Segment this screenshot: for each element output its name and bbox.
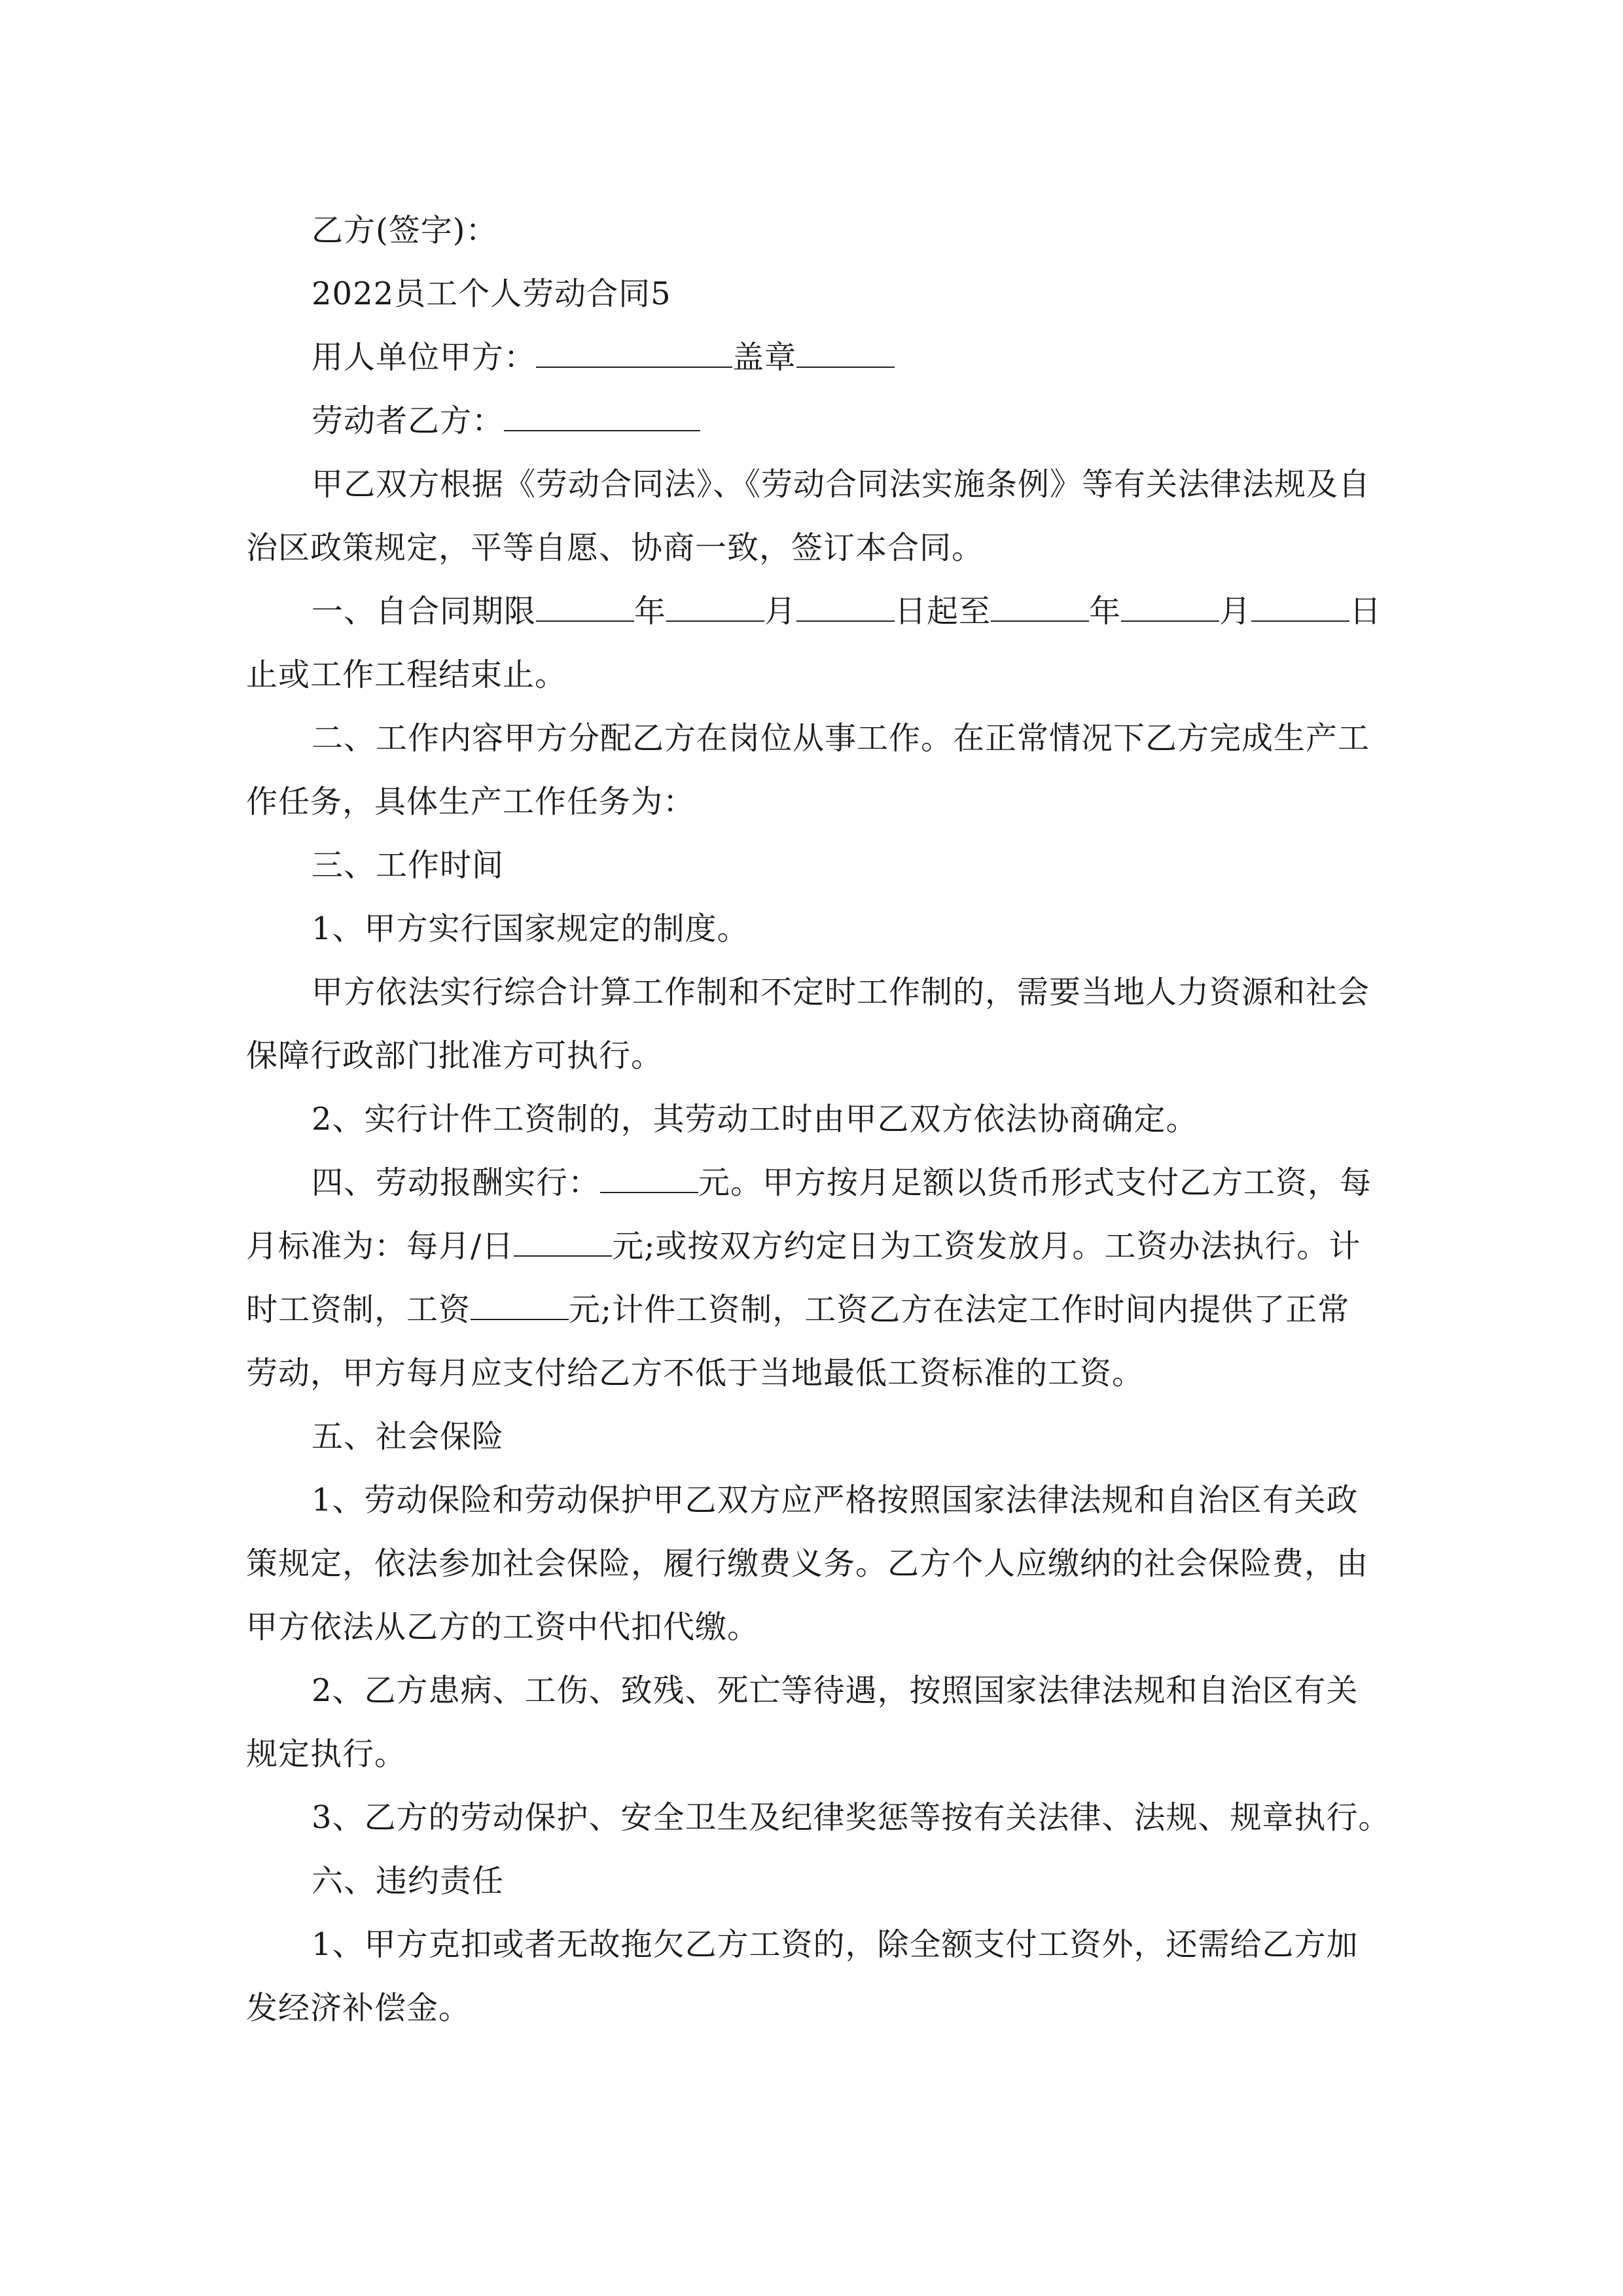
seal-label: 盖章: [732, 339, 797, 376]
insurance-3-line: [312, 1797, 1391, 1839]
intro-text-1: 甲乙双方根据《劳动合同法》、《劳动合同法实施条例》等有关法律法规及自: [312, 466, 1371, 503]
work-time-note-line-2: [246, 1035, 663, 1077]
insurance-1-text-3: 甲方依法从乙方的工资中代扣代缴。: [246, 1609, 760, 1645]
document-title: [312, 273, 671, 315]
work-time-text-1: 1、甲方实行国家规定的制度。: [312, 910, 749, 947]
work-content-line-1: [312, 717, 1370, 759]
work-time-note-line-1: [312, 971, 1370, 1013]
section-heading-work-time: [312, 844, 504, 886]
liability-1-text-1: 1、甲方克扣或者无故拖欠乙方工资的，除全额支付工资外，还需给乙方加: [312, 1926, 1359, 1963]
pay-line-2: [246, 1225, 1361, 1267]
liability-1-line-1: [312, 1924, 1359, 1965]
work-time-note-text-1: 甲方依法实行综合计算工作制和不定时工作制的，需要当地人力资源和社会: [312, 974, 1370, 1011]
term-month-2: 月: [1219, 593, 1252, 630]
pay-prefix-2: 月标准为：每月/日: [246, 1228, 514, 1265]
insurance-2-line-2: [246, 1733, 406, 1775]
term-prefix: 一、自合同期限: [312, 593, 537, 630]
liability-1-line-2: [246, 1987, 471, 2029]
end-year-blank: [991, 592, 1089, 622]
start-day-blank: [796, 592, 895, 622]
work-content-line-2: [246, 781, 695, 823]
pay-hourly-blank: [471, 1290, 569, 1320]
pay-line-3: [246, 1289, 1349, 1331]
work-time-note-text-2: 保障行政部门批准方可执行。: [246, 1037, 664, 1074]
pay-prefix-1: 四、劳动报酬实行：: [312, 1164, 601, 1201]
pay-amount-blank: [600, 1163, 698, 1193]
section-heading-insurance: [312, 1416, 504, 1458]
work-time-item-2: [312, 1098, 1198, 1140]
seal-blank: [796, 338, 895, 368]
title-text: 2022员工个人劳动合同5: [312, 276, 671, 312]
start-year-blank: [536, 592, 634, 622]
term-line-1: [312, 590, 1382, 632]
start-month-blank: [666, 592, 764, 622]
end-day-blank: [1251, 592, 1349, 622]
worker-label: 劳动者乙方：: [312, 403, 505, 439]
insurance-2-text-1: 2、乙方患病、工伤、致残、死亡等待遇，按照国家法律法规和自治区有关: [312, 1672, 1359, 1709]
signature-label: 乙方(签字)：: [312, 212, 498, 249]
employer-line: [312, 336, 895, 378]
insurance-2-text-2: 规定执行。: [246, 1736, 407, 1772]
term-start: 日起至: [895, 593, 991, 630]
liability-heading: 六、违约责任: [312, 1863, 505, 1899]
insurance-3-text: 3、乙方的劳动保护、安全卫生及纪律奖惩等按有关法律、法规、规章执行。: [312, 1799, 1391, 1836]
pay-prefix-3: 时工资制，工资: [246, 1291, 471, 1328]
insurance-heading: 五、社会保险: [312, 1418, 505, 1455]
employer-label: 用人单位甲方：: [312, 339, 537, 376]
term-line-2: [246, 654, 567, 696]
pay-suffix-1: 元。甲方按月足额以货币形式支付乙方工资，每: [698, 1164, 1372, 1201]
intro-line-1: [312, 463, 1370, 505]
term-day: 日: [1349, 593, 1382, 630]
term-month-1: 月: [764, 593, 797, 630]
work-time-item-1: [312, 908, 749, 950]
insurance-1-text-1: 1、劳动保险和劳动保护甲乙双方应严格按照国家法律法规和自治区有关政: [312, 1482, 1359, 1518]
term-year-2: 年: [1089, 593, 1122, 630]
term-year-1: 年: [634, 593, 667, 630]
work-time-text-2: 2、实行计件工资制的，其劳动工时由甲乙双方依法协商确定。: [312, 1101, 1198, 1138]
insurance-1-line-3: [246, 1606, 759, 1648]
pay-text-4: 劳动，甲方每月应支付给乙方不低于当地最低工资标准的工资。: [246, 1355, 1145, 1391]
intro-text-2: 治区政策规定，平等自愿、协商一致，签订本合同。: [246, 529, 984, 566]
worker-blank: [504, 401, 700, 431]
liability-1-text-2: 发经济补偿金。: [246, 1990, 471, 2026]
insurance-1-text-2: 策规定，依法参加社会保险，履行缴费义务。乙方个人应缴纳的社会保险费，由: [246, 1545, 1369, 1582]
employer-blank: [536, 338, 732, 368]
pay-line-4: [246, 1352, 1144, 1394]
term-end-text: 止或工作工程结束止。: [246, 656, 567, 693]
work-content-text-2: 作任务，具体生产工作任务为：: [246, 783, 696, 820]
work-content-text-1: 二、工作内容甲方分配乙方在岗位从事工作。在正常情况下乙方完成生产工: [312, 720, 1370, 757]
work-time-heading: 三、工作时间: [312, 847, 505, 884]
section-heading-liability: [312, 1860, 504, 1902]
insurance-1-line-2: [246, 1543, 1368, 1585]
insurance-1-line-1: [312, 1479, 1359, 1521]
pay-daily-blank: [514, 1227, 612, 1257]
pay-suffix-2: 元;或按双方约定日为工资发放月。工资办法执行。计: [612, 1228, 1361, 1265]
worker-line: [312, 400, 700, 442]
pay-line-1: [312, 1162, 1372, 1204]
signature-line: [312, 209, 497, 251]
intro-line-2: [246, 527, 984, 569]
insurance-2-line-1: [312, 1670, 1359, 1712]
end-month-blank: [1121, 592, 1219, 622]
pay-suffix-3: 元;计件工资制，工资乙方在法定工作时间内提供了正常: [569, 1291, 1350, 1328]
